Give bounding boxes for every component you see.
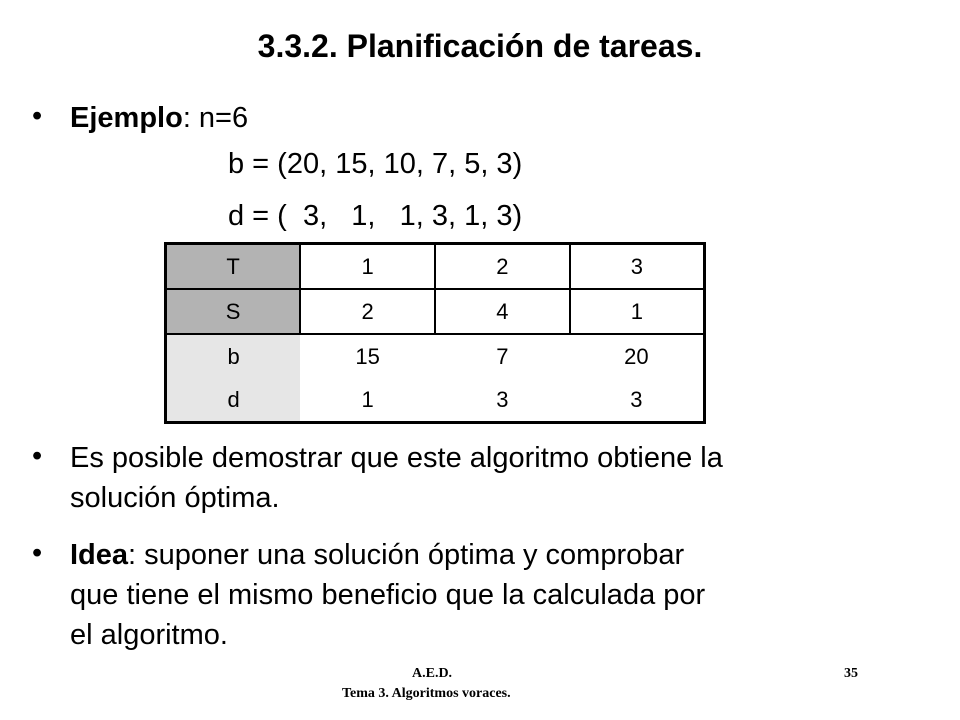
d-vector: d = ( 3, 1, 1, 3, 1, 3): [228, 200, 523, 232]
footer-topic: Tema 3. Algoritmos voraces.: [342, 686, 511, 701]
table-cell: 1: [361, 386, 374, 412]
table-row: [166, 378, 705, 423]
bullet3-line2: que tiene el mismo beneficio que la calculada por: [70, 579, 706, 611]
row-label: S: [166, 289, 301, 334]
table-row: [166, 334, 705, 378]
idea-label: Idea: [70, 539, 129, 571]
slide-title: 3.3.2. Planificación de tareas.: [257, 28, 703, 64]
schedule-table: [164, 242, 706, 424]
table-cell: 20: [624, 343, 649, 369]
example-n: : n=6: [182, 102, 249, 134]
row-label: d: [166, 378, 301, 423]
table-cell: 2: [435, 244, 570, 290]
idea-text: : suponer una solución óptima y comprobar: [128, 539, 685, 571]
table-cell: 4: [435, 289, 570, 334]
bullet2-line1: Es posible demostrar que este algoritmo obtiene la: [70, 442, 723, 474]
bullet2-line2: solución óptima.: [70, 482, 280, 514]
table-cell: 7: [496, 343, 509, 369]
table-cell: 1: [300, 244, 435, 290]
table-cell: 2: [300, 289, 435, 334]
table-cell: 15: [355, 343, 380, 369]
table-cell: 1: [570, 289, 705, 334]
bullet-dot-1: •: [32, 100, 43, 132]
table-cell: 3: [630, 386, 643, 412]
bullet-dot-2: •: [32, 440, 43, 472]
bullet3-line3: el algoritmo.: [70, 619, 228, 651]
example-line: [70, 100, 248, 136]
table-cell: 3: [496, 386, 509, 412]
bullet-dot-3: •: [32, 537, 43, 569]
table-row: [166, 289, 705, 334]
row-label: b: [166, 334, 301, 378]
footer-course: A.E.D.: [412, 666, 453, 681]
b-vector: b = (20, 15, 10, 7, 5, 3): [228, 148, 523, 180]
example-label: Ejemplo: [70, 102, 183, 134]
bullet3-line1: [70, 537, 684, 573]
table-row: [166, 244, 705, 290]
table-cell: 3: [570, 244, 705, 290]
footer-page-number: 35: [844, 666, 858, 681]
row-label: T: [166, 244, 301, 290]
